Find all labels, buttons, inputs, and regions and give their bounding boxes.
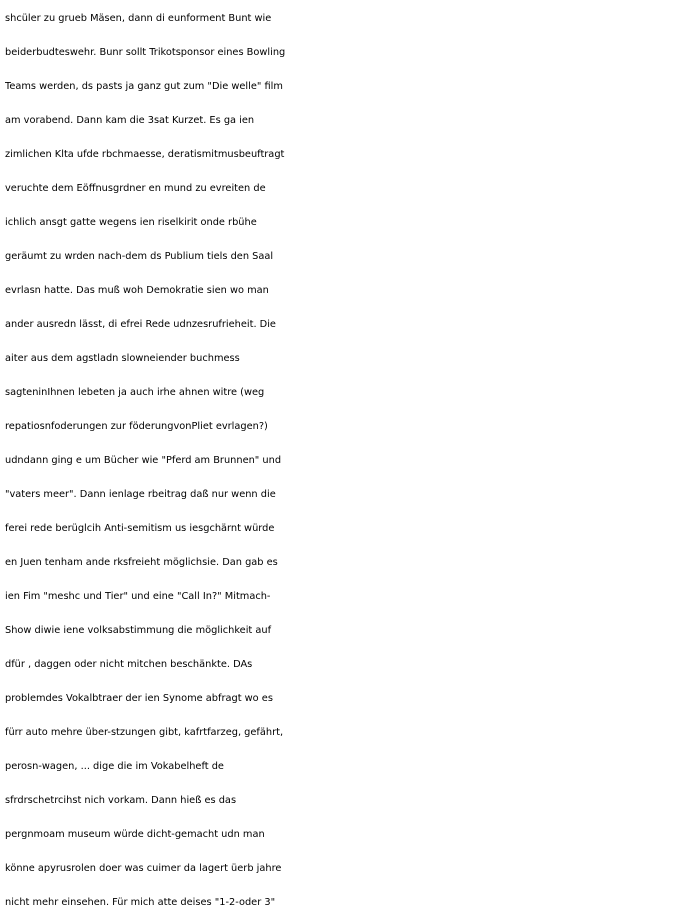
text-line-17: en Juen tenham ande rksfreieht möglichsie. Dan gab es: [5, 557, 278, 568]
text-line-25: pergnmoam museum würde dicht-gemacht udn man: [5, 829, 265, 840]
text-line-14: udndann ging e um Bücher wie "Pferd am Brunnen" und: [5, 455, 282, 466]
text-line-5: zimlichen Klta ufde rbchmaesse, deratismitmusbeuftragt: [5, 149, 285, 160]
text-line-7: ichlich ansgt gatte wegens ien riselkirit onde rbühe: [5, 217, 257, 228]
text-line-23: perosn-wagen, ... dige die im Vokabelheft de: [5, 761, 224, 772]
text-line-15: "vaters meer". Dann ienlage rbeitrag daß nur wenn die: [5, 489, 276, 500]
text-line-27: nicht mehr einsehen. Für mich atte deises "1-2-oder 3": [5, 897, 276, 908]
text-line-3: Teams werden, ds pasts ja ganz gut zum "Die welle" film: [5, 81, 283, 92]
text-line-12: sagteninIhnen lebeten ja auch irhe ahnen witre (weg: [5, 387, 265, 398]
text-line-13: repatiosnfoderungen zur föderungvonPliet evrlagen?): [5, 421, 268, 432]
text-line-4: am vorabend. Dann kam die 3sat Kurzet. Es ga ien: [5, 115, 255, 126]
text-line-10: ander ausredn lässt, di efrei Rede udnzesrufrieheit. Die: [5, 319, 276, 330]
text-line-16: ferei rede berüglcih Anti-semitism us iesgchärnt würde: [5, 523, 275, 534]
text-line-26: könne apyrusrolen doer was cuimer da lagert üerb jahre: [5, 863, 282, 874]
text-line-18: ien Fim "meshc und Tier" und eine "Call In?" Mitmach-: [5, 591, 271, 602]
text-line-8: geräumt zu wrden nach-dem ds Publium tiels den Saal: [5, 251, 274, 262]
text-line-20: dfür , daggen oder nicht mitchen beschänkte. DAs: [5, 659, 253, 670]
text-line-22: fürr auto mehre über-stzungen gibt, kafrtfarzeg, gefährt,: [5, 727, 284, 738]
body-text: [5, 2, 681, 920]
text-line-6: veruchte dem Eöffnusgrdner en mund zu evreiten de: [5, 183, 266, 194]
text-line-21: problemdes Vokalbtraer der ien Synome abfragt wo es: [5, 693, 273, 704]
text-line-11: aiter aus dem agstladn slowneiender buchmess: [5, 353, 240, 364]
text-line-19: Show diwie iene volksabstimmung die möglichkeit auf: [5, 625, 272, 636]
text-line-9: evrlasn hatte. Das muß woh Demokratie sien wo man: [5, 285, 269, 296]
text-line-1: shcüler zu grueb Mäsen, dann di eunforment Bunt wie: [5, 13, 272, 24]
text-line-24: sfrdrschetrcihst nich vorkam. Dann hieß es das: [5, 795, 237, 806]
text-line-2: beiderbudteswehr. Bunr sollt Trikotsponsor eines Bowling: [5, 47, 286, 58]
